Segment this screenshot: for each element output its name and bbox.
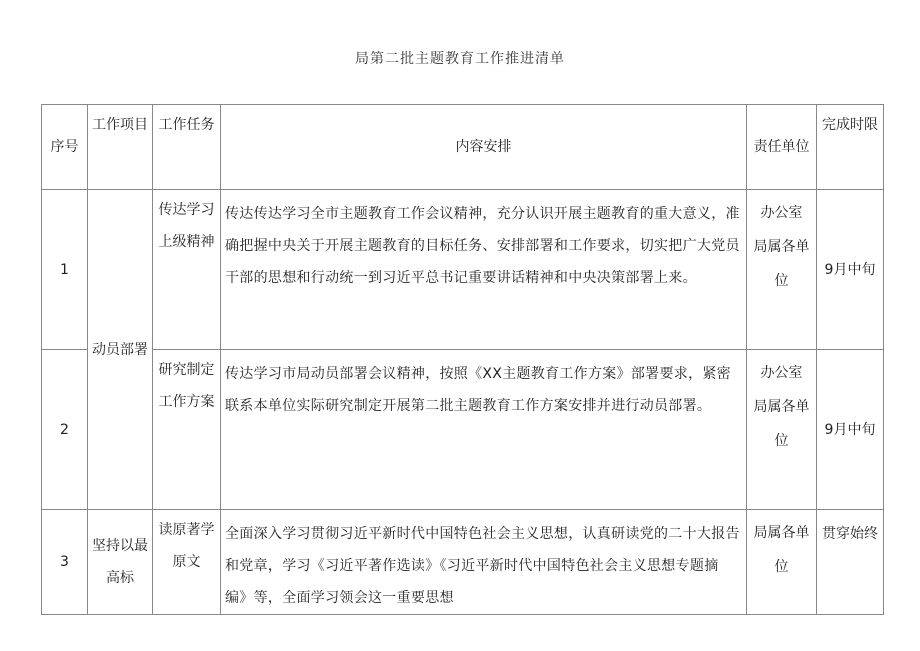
row-unit: 局属各单位 [747,510,817,615]
row-project: 动员部署 [88,190,153,510]
row-content: 传达学习市局动员部署会议精神，按照《XX主题教育工作方案》部署要求，紧密联系本单位实际研究制定开展第二批主题教育工作方案安排并进行动员部署。 [221,350,747,510]
row-project: 坚持以最高标 [88,510,153,615]
header-task: 工作任务 [153,105,221,190]
header-time: 完成时限 [817,105,884,190]
row-unit [747,350,817,510]
row-time: 9月中旬 [817,350,884,510]
row-time: 9月中旬 [817,190,884,350]
table-header-row [42,105,884,190]
unit-line: 局属各单位 [753,399,810,449]
unit-line: 局属各单位 [753,239,810,289]
row-task: 传达学习上级精神 [153,190,221,350]
row-content: 传达传达学习全市主题教育工作会议精神，充分认识开展主题教育的重大意义，准确把握中央关于开展主题教育的目标任务、安排部署和工作要求，切实把广大党员干部的思想和行动统一到习近平总书记重要讲话精神和中央决策部署上来。 [221,190,747,350]
unit-line: 办公室 [760,365,803,381]
table-row [42,350,884,510]
table-row [42,510,884,615]
table-row [42,190,884,350]
row-task: 研究制定工作方案 [153,350,221,510]
unit-line: 办公室 [760,205,803,221]
row-seq: 2 [42,350,88,510]
row-content: 全面深入学习贯彻习近平新时代中国特色社会主义思想，认真研读党的二十大报告和党章，学习《习近平著作选读》《习近平新时代中国特色社会主义思想专题摘编》等，全面学习领会这一重要思想 [221,510,747,615]
row-time: 贯穿始终 [817,510,884,615]
row-unit [747,190,817,350]
row-seq: 1 [42,190,88,350]
document-title: 局第二批主题教育工作推进清单 [355,51,565,67]
header-seq: 序号 [42,105,88,190]
row-task: 读原著学原文 [153,510,221,615]
row-seq: 3 [42,510,88,615]
task-table [41,104,884,615]
header-content: 内容安排 [221,105,747,190]
header-unit: 责任单位 [747,105,817,190]
header-project: 工作项目 [88,105,153,190]
